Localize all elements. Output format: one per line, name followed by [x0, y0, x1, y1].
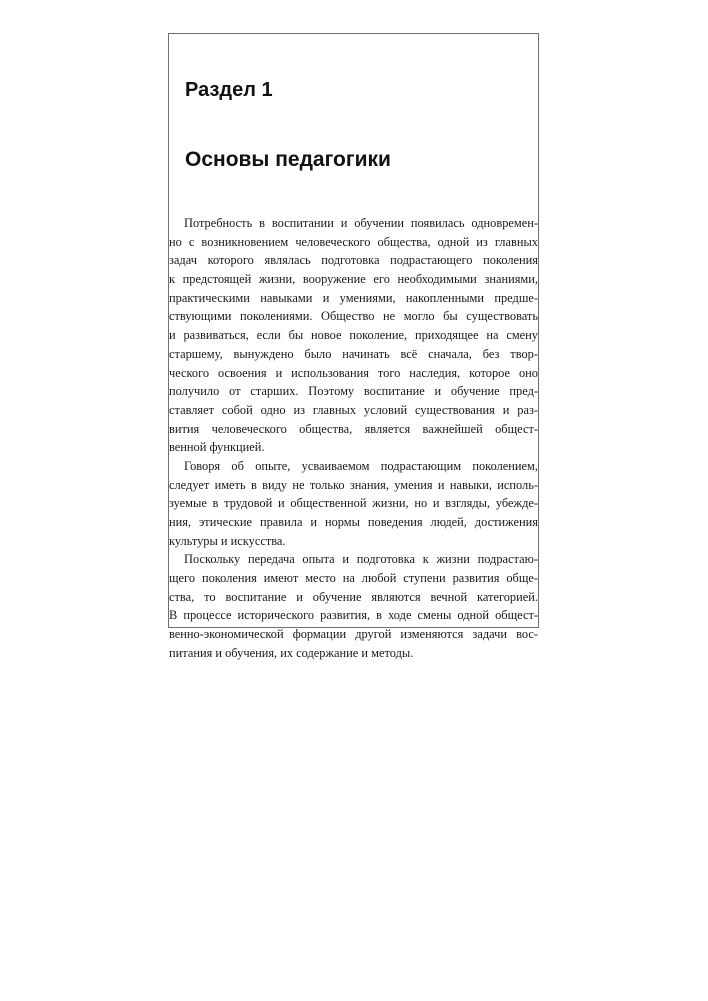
body-line: питания и обучения, их содержание и методы.: [169, 645, 414, 660]
body-line: задач которого являлась подготовка подрастающего поколения: [169, 253, 538, 268]
body-line: венной функцией.: [169, 440, 265, 455]
body-line: практическими навыками и умениями, накопленными предше-: [169, 290, 538, 305]
body-line: зуемые в трудовой и общественной жизни, но и взгляды, убежде-: [169, 496, 538, 511]
body-text: [169, 214, 538, 663]
body-line: получило от старших. Поэтому воспитание и обучение пред-: [169, 384, 538, 399]
body-line: Говоря об опыте, усваиваемом подрастающим поколением,: [184, 458, 538, 473]
document-page: [168, 33, 539, 660]
body-line: к предстоящей жизни, вооружение его необходимыми знаниями,: [169, 272, 538, 287]
body-line: ческого освоения и использования того наследия, которое оно: [169, 365, 538, 380]
body-line: но с возникновением человеческого общества, одной из главных: [169, 234, 538, 249]
body-line: Поскольку передача опыта и подготовка к жизни подрастаю-: [184, 552, 538, 567]
body-line: венно-экономической формации другой изменяются задачи вос-: [169, 627, 538, 642]
body-line: В процессе исторического развития, в ходе смены одной общест-: [169, 608, 538, 623]
section-label: Раздел 1: [185, 79, 273, 101]
body-line: старшему, вынуждено было начинать всё сначала, без твор-: [169, 346, 538, 361]
section-title: Основы педагогики: [185, 148, 391, 171]
body-line: ставляет собой одно из главных условий существования и раз-: [169, 402, 538, 417]
body-line: Потребность в воспитании и обучении появилась одновремен-: [184, 216, 538, 230]
body-line: и развиваться, если бы новое поколение, приходящее на смену: [169, 328, 538, 343]
body-line: культуры и искусства.: [169, 533, 286, 548]
body-line: вития человеческого общества, является важнейшей общест-: [169, 421, 538, 436]
body-line: следует иметь в виду не только знания, умения и навыки, исполь-: [169, 477, 538, 492]
body-line: ствующими поколениями. Общество не могло бы существовать: [169, 309, 538, 324]
body-line: ства, то воспитание и обучение являются вечной категорией.: [169, 589, 538, 604]
body-line: щего поколения имеют место на любой ступени развития обще-: [169, 571, 538, 586]
body-line: ния, этические правила и нормы поведения людей, достижения: [169, 515, 538, 529]
